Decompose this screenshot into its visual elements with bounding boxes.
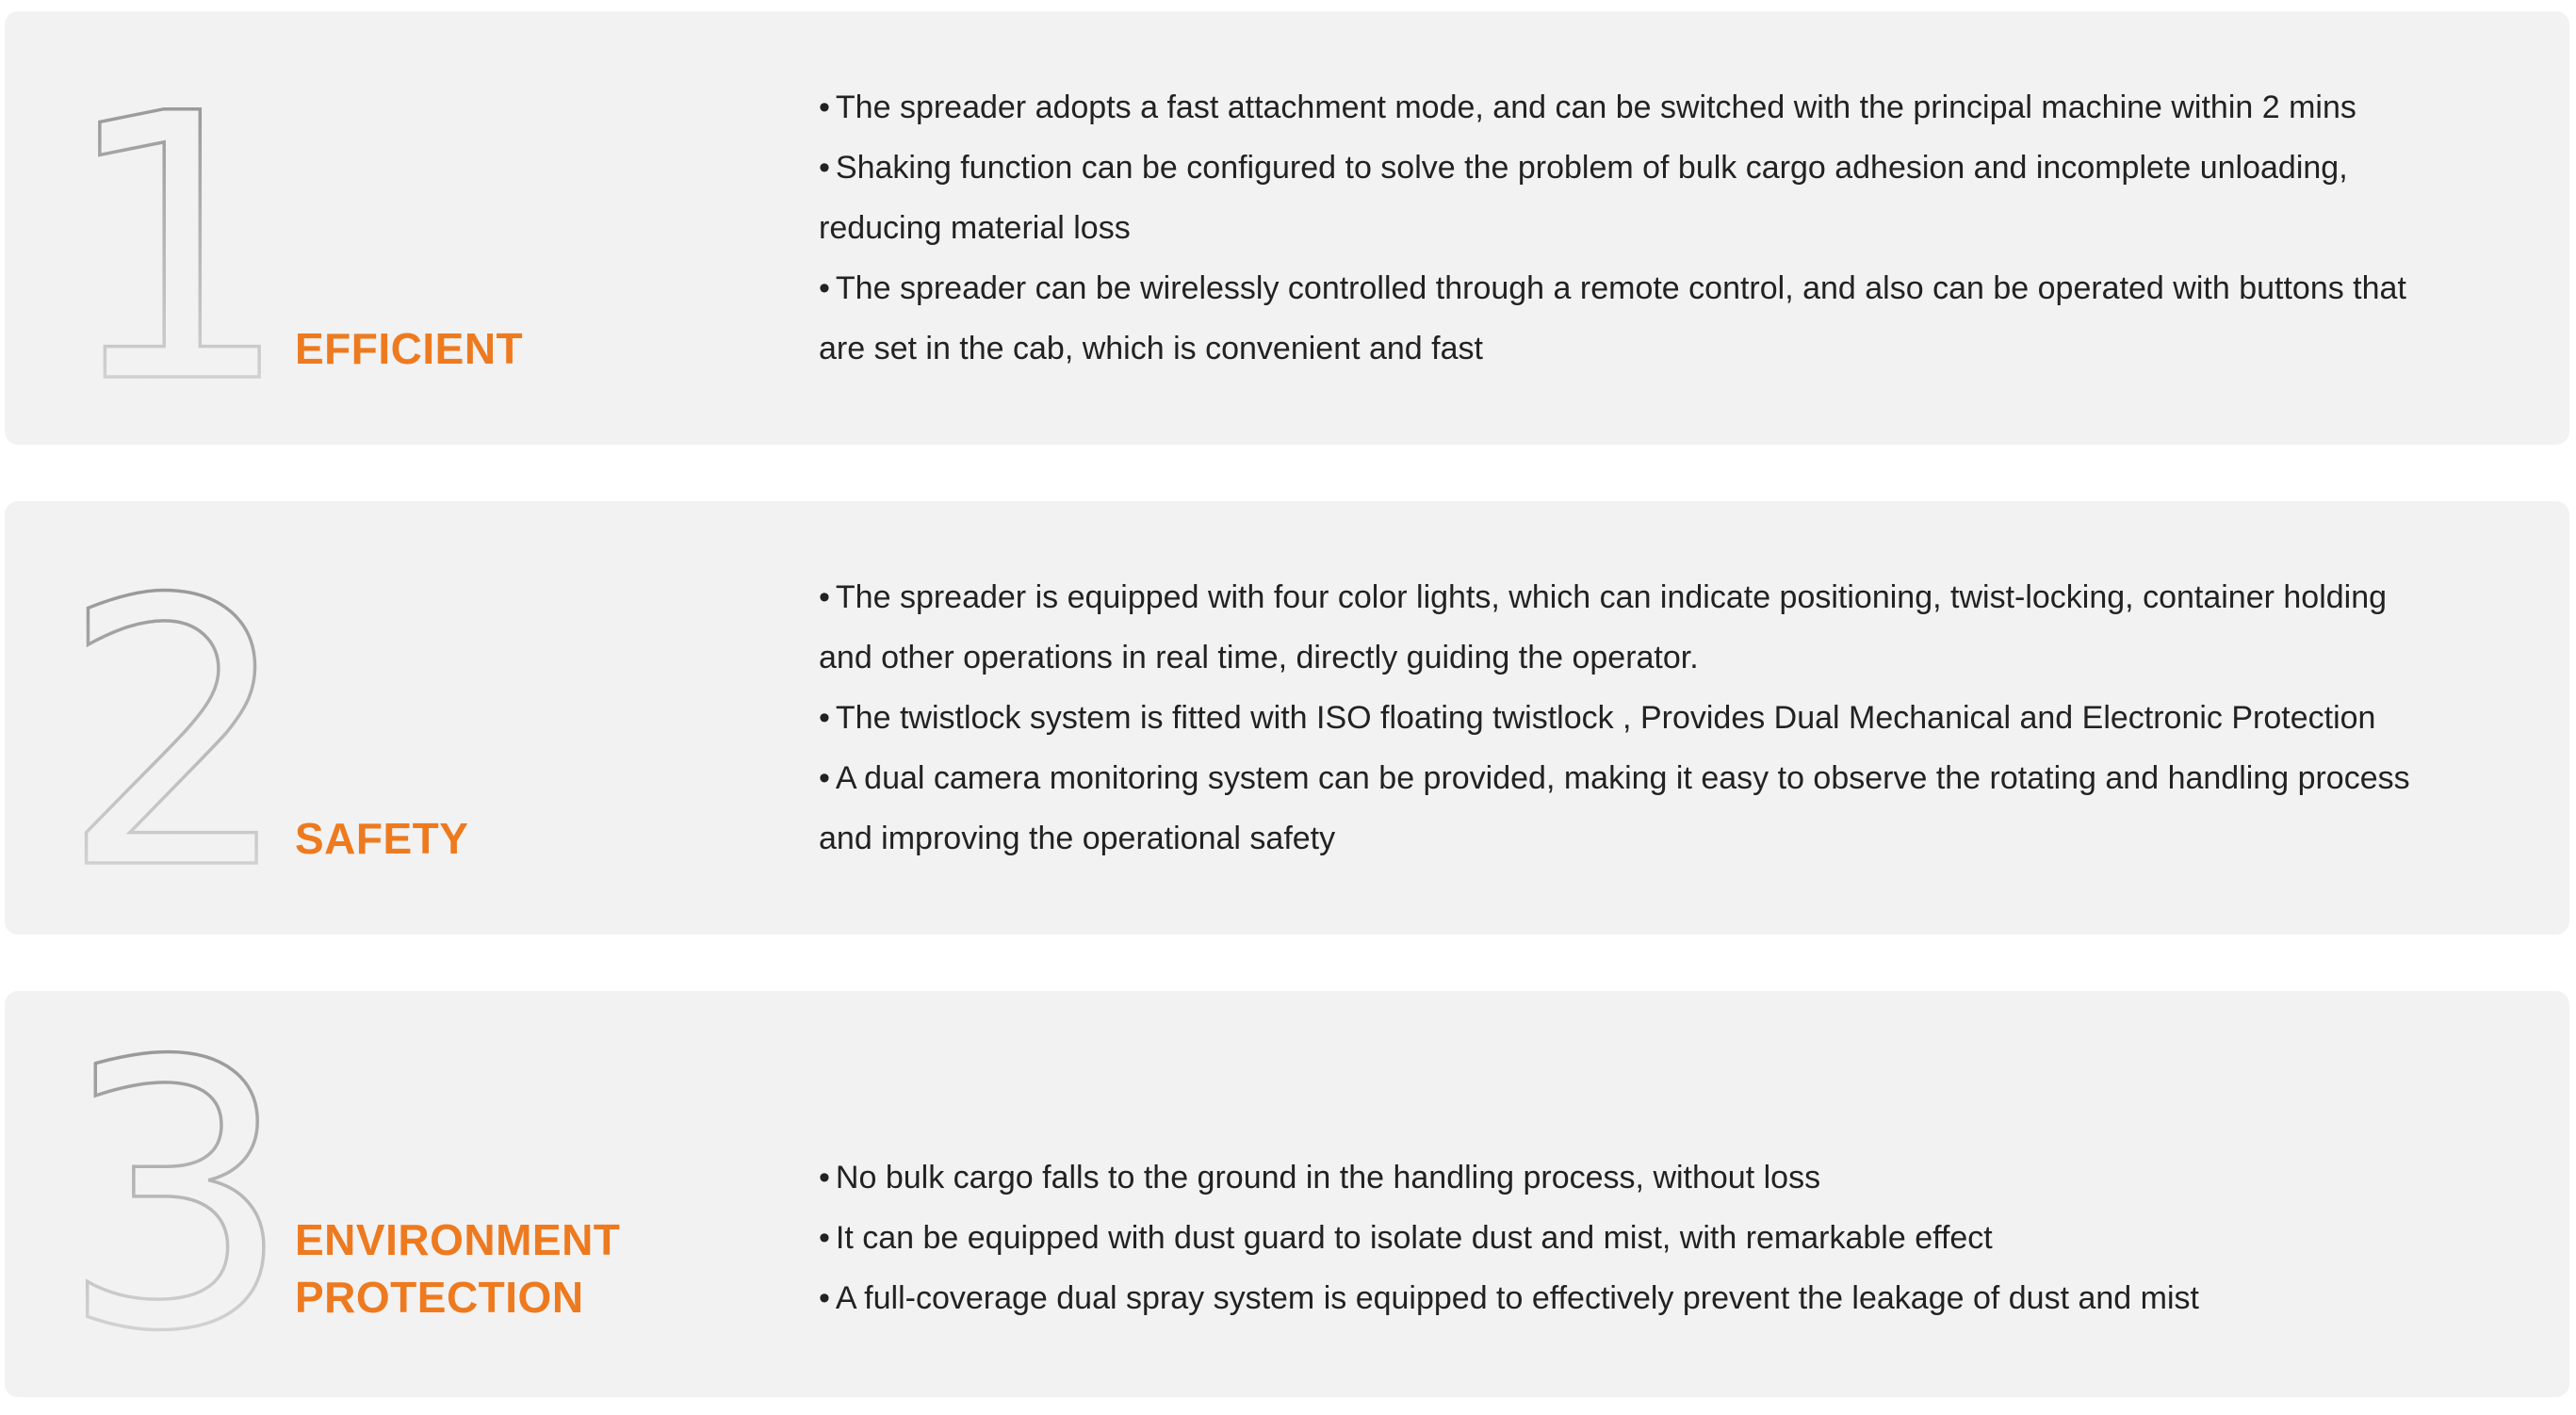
feature-point bbox=[819, 567, 2421, 688]
bullet-icon: • bbox=[819, 700, 830, 736]
feature-point-text: A full-coverage dual spray system is equipped to effectively prevent the leakage of dust and mist bbox=[835, 1280, 2199, 1316]
feature-title-line: SAFETY bbox=[295, 814, 469, 863]
svg-text:3: 3 bbox=[59, 984, 294, 1411]
bullet-icon: • bbox=[819, 579, 830, 615]
feature-title bbox=[295, 320, 523, 378]
feature-card-efficient bbox=[5, 11, 2569, 464]
feature-point-text: A dual camera monitoring system can be provided, making it easy to observe the rotating and handling process and improving the operational safety bbox=[819, 760, 2410, 856]
feature-title-line: ENVIRONMENT bbox=[295, 1215, 621, 1264]
feature-point bbox=[819, 1208, 2421, 1268]
feature-point bbox=[819, 1147, 2421, 1208]
feature-point bbox=[819, 688, 2421, 748]
feature-point-list bbox=[819, 1147, 2421, 1328]
feature-point bbox=[819, 138, 2421, 258]
feature-title bbox=[295, 1212, 620, 1326]
feature-point bbox=[819, 77, 2421, 138]
svg-text:1: 1 bbox=[59, 36, 294, 464]
feature-point-text: It can be equipped with dust guard to isolate dust and mist, with remarkable effect bbox=[835, 1220, 1993, 1256]
feature-point bbox=[819, 1268, 2421, 1328]
feature-card-environment-protection bbox=[5, 984, 2569, 1411]
feature-point-text: The twistlock system is fitted with ISO floating twistlock , Provides Dual Mechanical and Electronic Protection bbox=[835, 700, 2376, 736]
svg-text:2: 2 bbox=[59, 522, 294, 950]
bullet-icon: • bbox=[819, 1160, 830, 1195]
feature-point-list bbox=[819, 77, 2421, 379]
feature-point-text: The spreader can be wirelessly controlled through a remote control, and also can be operated with buttons that are set in the cab, which is convenient and fast bbox=[819, 270, 2406, 366]
feature-title bbox=[295, 810, 468, 868]
feature-point bbox=[819, 748, 2421, 869]
feature-point-text: The spreader is equipped with four color lights, which can indicate positioning, twist-locking, container holding and other operations in real time, directly guiding the operator. bbox=[819, 579, 2388, 675]
bullet-icon: • bbox=[819, 760, 830, 796]
feature-point-list bbox=[819, 567, 2421, 869]
feature-point-text: Shaking function can be configured to solve the problem of bulk cargo adhesion and incomplete unloading, reducing material loss bbox=[819, 150, 2348, 246]
number-two-outline bbox=[59, 522, 294, 950]
number-one-outline bbox=[59, 36, 294, 464]
feature-point-text: The spreader adopts a fast attachment mode, and can be switched with the principal machine within 2 mins bbox=[835, 89, 2356, 125]
bullet-icon: • bbox=[819, 89, 830, 125]
bullet-icon: • bbox=[819, 150, 830, 186]
feature-point-text: No bulk cargo falls to the ground in the handling process, without loss bbox=[835, 1160, 1821, 1195]
bullet-icon: • bbox=[819, 270, 830, 306]
feature-point bbox=[819, 258, 2421, 379]
number-three-outline bbox=[59, 984, 294, 1411]
feature-card-safety bbox=[5, 501, 2569, 950]
feature-title-line: PROTECTION bbox=[295, 1273, 584, 1322]
bullet-icon: • bbox=[819, 1280, 830, 1316]
bullet-icon: • bbox=[819, 1220, 830, 1256]
feature-title-line: EFFICIENT bbox=[295, 324, 524, 373]
